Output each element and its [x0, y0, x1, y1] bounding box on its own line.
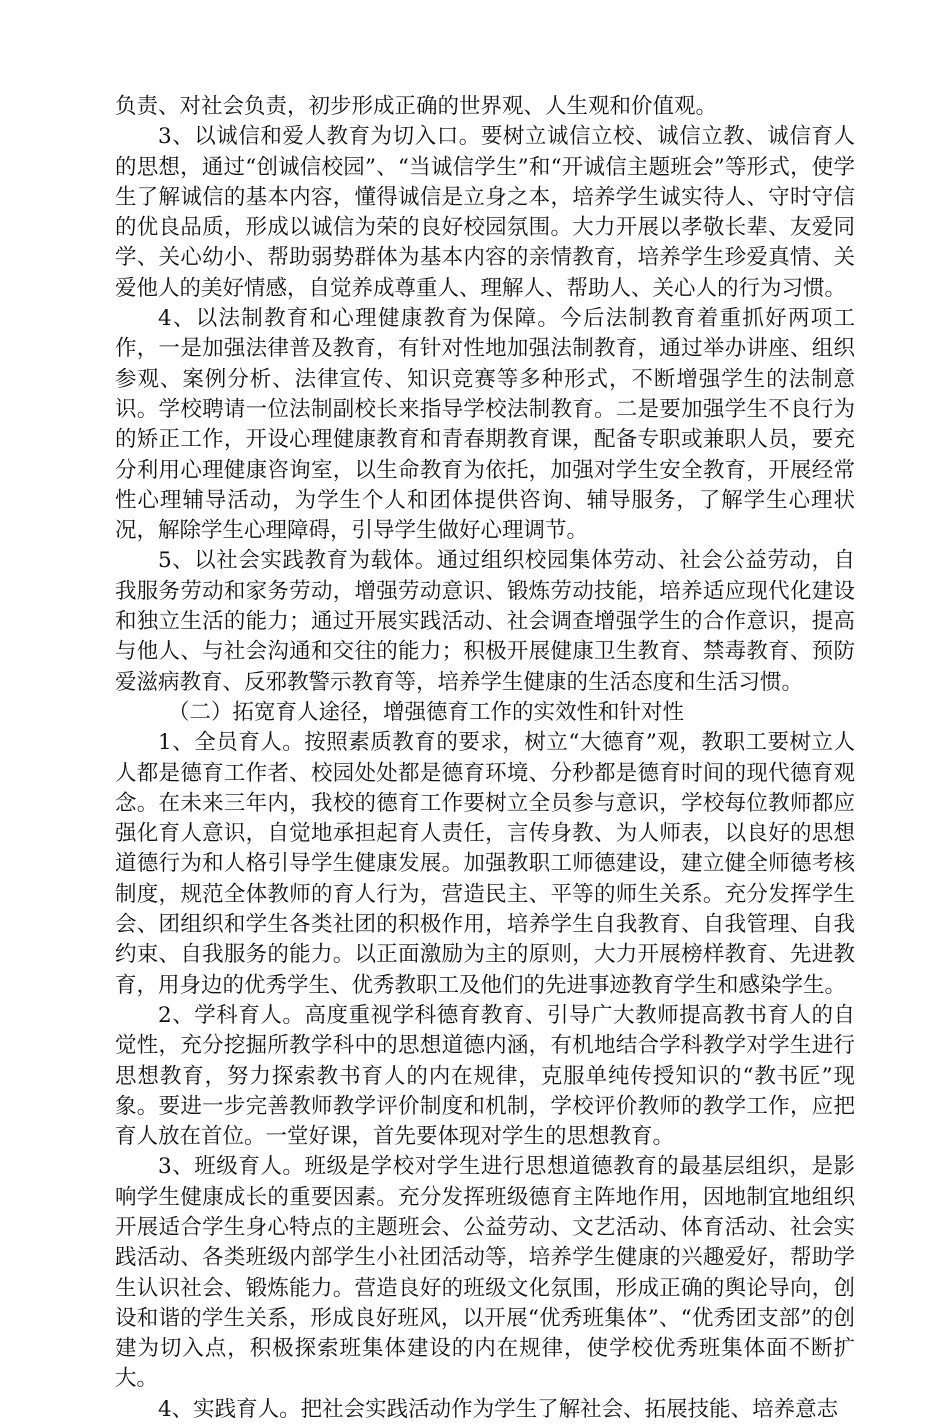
paragraph-class-education: 3、班级育人。班级是学校对学生进行思想道德教育的最基层组织，是影响学生健康成长的重要因素。充分发挥班级德育主阵地作用，因地制宜地组织开展适合学生身心特点的主题班会、公益劳动、文艺活动、体育活动、社会实践活动、各类班级内部学生小社团活动等，培养学生健康的兴趣爱好，帮助学生认识社会、锻炼能力。营造良好的班级文化氛围，形成正确的舆论导向，创设和谐的学生关系，形成良好班风，以开展“优秀班集体”、“优秀团支部”的创建为切入点，积极探索班集体建设的内在规律，使学校优秀班集体面不断扩大。	[115, 1154, 855, 1392]
paragraph-social-practice-education: 5、以社会实践教育为载体。通过组织校园集体劳动、社会公益劳动，自我服务劳动和家务劳动，增强劳动意识、锻炼劳动技能，培养适应现代化建设和独立生活的能力；通过开展实践活动、社会调查增强学生的合作意识，提高与他人、与社会沟通和交往的能力；积极开展健康卫生教育、禁毒教育、预防爱滋病教育、反邪教警示教育等，培养学生健康的生活态度和生活习惯。	[115, 548, 855, 695]
paragraph-subject-education: 2、学科育人。高度重视学科德育教育、引导广大教师提高教书育人的自觉性，充分挖掘所教学科中的思想道德内涵，有机地结合学科教学对学生进行思想教育，努力探索教书育人的内在规律，克服单纯传授知识的“教书匠”现象。要进一步完善教师教学评价制度和机制，学校评价教师的教学工作，应把育人放在首位。一堂好课，首先要体现对学生的思想教育。	[115, 1002, 855, 1150]
document-body	[115, 92, 855, 1425]
paragraph-legal-psychological-education: 4、以法制教育和心理健康教育为保障。今后法制教育着重抓好两项工作，一是加强法律普及教育，有针对性地加强法制教育，通过举办讲座、组织参观、案例分析、法律宣传、知识竞赛等多种形式，不断增强学生的法制意识。学校聘请一位法制副校长来指导学校法制教育。二是要加强学生不良行为的矫正工作，开设心理健康教育和青春期教育课，配备专职或兼职人员，要充分利用心理健康咨询室，以生命教育为依托，加强对学生安全教育，开展经常性心理辅导活动，为学生个人和团体提供咨询、辅导服务，了解学生心理状况，解除学生心理障碍，引导学生做好心理调节。	[115, 306, 855, 544]
paragraph-continuation: 负责、对社会负责，初步形成正确的世界观、人生观和价值观。	[115, 94, 718, 119]
section-heading: （二）拓宽育人途径，增强德育工作的实效性和针对性	[168, 699, 685, 725]
paragraph-all-staff-education: 1、全员育人。按照素质教育的要求，树立“大德育”观，教职工要树立人人都是德育工作者、校园处处都是德育环境、分秒都是德育时间的现代德育观念。在未来三年内，我校的德育工作要树立全员参与意识，学校每位教师都应强化育人意识，自觉地承担起育人责任，言传身教、为人师表，以良好的思想道德行为和人格引导学生健康发展。加强教职工师德建设，建立健全师德考核制度，规范全体教师的育人行为，营造民主、平等的师生关系。充分发挥学生会、团组织和学生各类社团的积极作用，培养学生自我教育、自我管理、自我约束、自我服务的能力。以正面激励为主的原则，大力开展榜样教育、先进教育，用身边的优秀学生、优秀教职工及他们的先进事迹教育学生和感染学生。	[115, 730, 855, 998]
paragraph-practice-education: 4、实践育人。把社会实践活动作为学生了解社会、拓展技能、培养意志	[158, 1396, 839, 1422]
paragraph-honesty-education: 3、以诚信和爱人教育为切入口。要树立诚信立校、诚信立教、诚信育人的思想，通过“创诚信校园”、“当诚信学生”和“开诚信主题班会”等形式，使学生了解诚信的基本内容，懂得诚信是立身之本，培养学生诚实待人、守时守信的优良品质，形成以诚信为荣的良好校园氛围。大力开展以孝敬长辈、友爱同学、关心幼小、帮助弱势群体为基本内容的亲情教育，培养学生珍爱真情、关爱他人的美好情感，自觉养成尊重人、理解人、帮助人、关心人的行为习惯。	[115, 124, 855, 301]
